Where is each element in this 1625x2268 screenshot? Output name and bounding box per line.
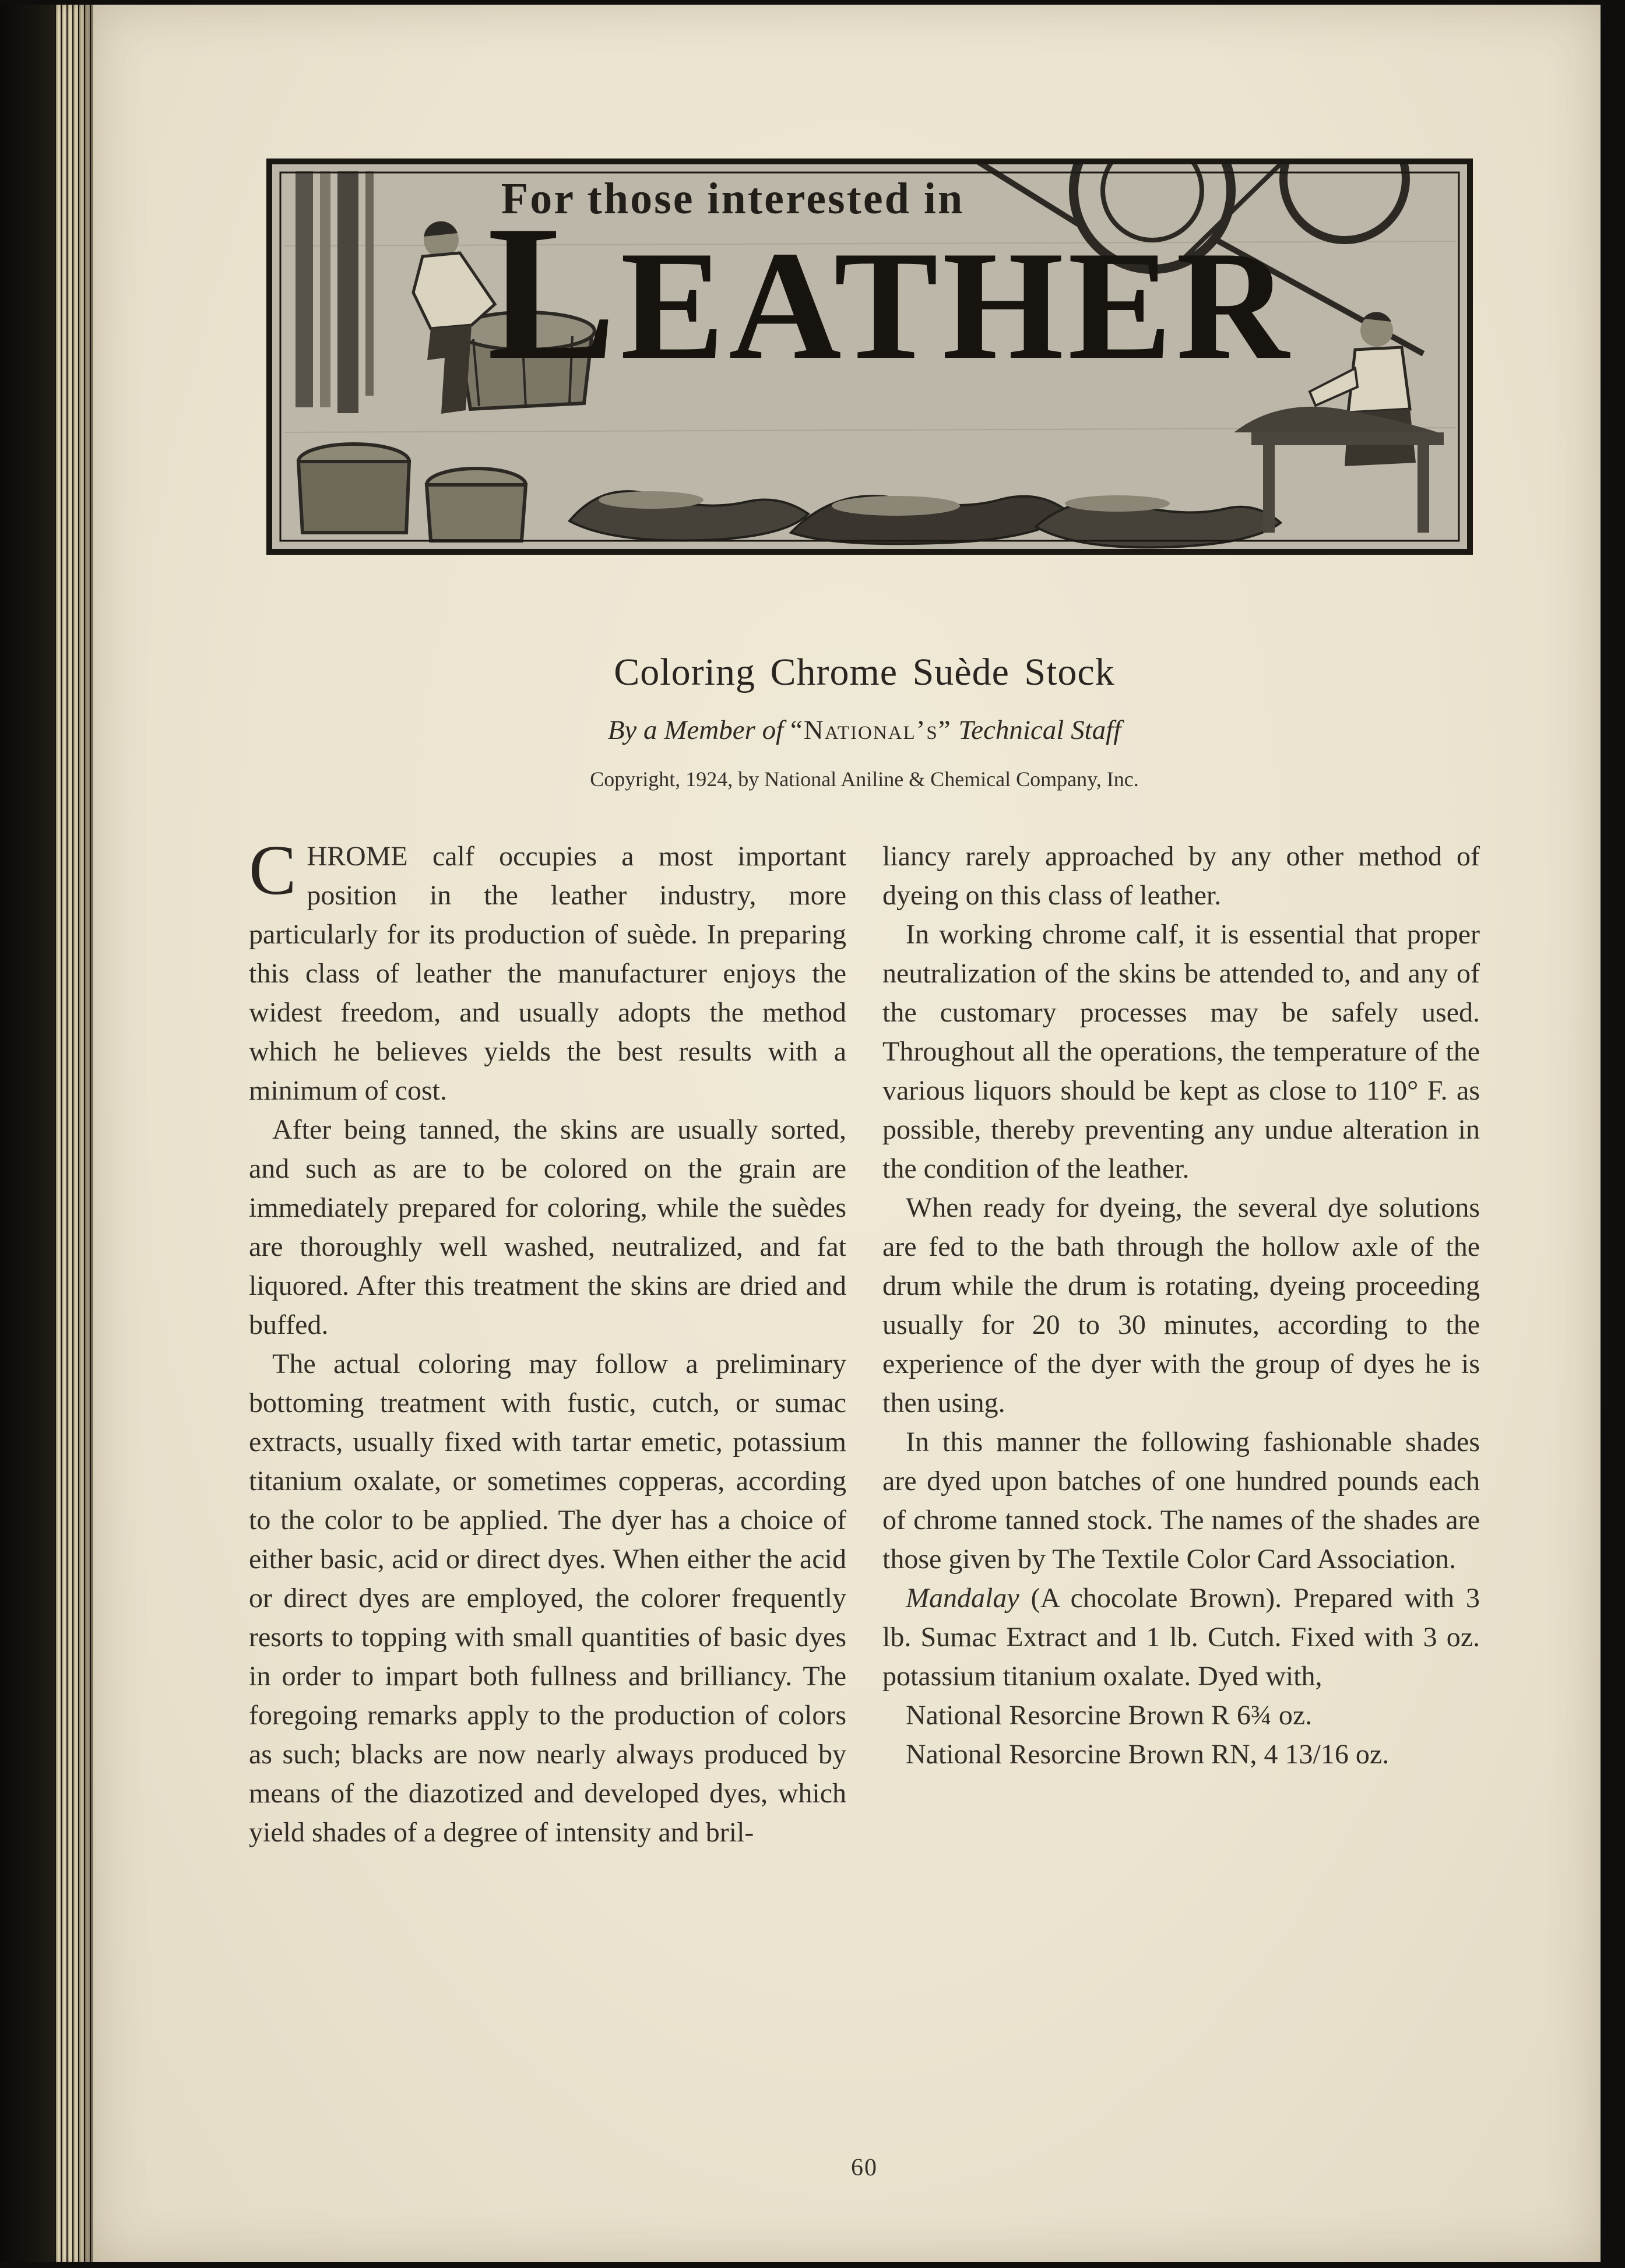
paragraph: In working chrome calf, it is essential that proper neutralization of the skins be attended to, and any of the customary processes may be safely used. Throughout all the operations, the temperature of the various liquors should be kept as close to 110° F. as possible, thereby preventing any undue alteration in the condition of the leather. [882, 919, 1480, 1184]
paragraph: National Resorcine Brown R 6¾ oz. [906, 1700, 1313, 1731]
article-heading [249, 650, 1480, 791]
drop-cap: C [249, 831, 297, 910]
header-banner [266, 159, 1473, 555]
paragraph: National Resorcine Brown RN, 4 13/16 oz. [906, 1739, 1390, 1770]
magazine-page [93, 5, 1601, 2262]
byline-prefix: By a Member of [607, 715, 790, 745]
paragraph: When ready for dyeing, the several dye solutions are fed to the bath through the hollow axle of the drum while the drum is rotating, dyeing proceeding usually for 20 to 30 minutes, according to the experience of the dyer with the group of dyes he is then using. [882, 1192, 1480, 1418]
paragraph: The actual coloring may follow a preliminary bottoming treatment with fustic, cutch, or sumac extracts, usually fixed with tartar emetic, potassium titanium oxalate, or sometimes copperas, according to the color to be applied. The dyer has a choice of either basic, acid or direct dyes. When either the acid or direct dyes are employed, the colorer frequently resorts to topping with small quantities of basic dyes in order to impart both fullness and brilliancy. The foregoing remarks apply to the production of colors as such; blacks are now nearly always produced by means of the diazotized and developed dyes, which yield shades of a degree of intensity and bril- [249, 1348, 846, 1848]
article-title: Coloring Chrome Suède Stock [614, 651, 1115, 693]
byline [249, 714, 1480, 746]
right-column [882, 837, 1480, 1852]
page-stack-edge [55, 0, 93, 2268]
paragraph: In this manner the following fashionable shades are dyed upon batches of one hundred pounds each of chrome tanned stock. The names of the shades are those given by The Textile Color Card Association. [882, 1427, 1480, 1575]
shade-name: Mandalay [906, 1583, 1019, 1614]
page-number: 60 [851, 2154, 878, 2181]
left-column [249, 831, 846, 1852]
article-body [249, 831, 1480, 1852]
paragraph: CHROME calf occupies a most important position in the leather industry, more particularly for its production of suède. In preparing this class of leather the manufacturer enjoys the widest freedom, and usually adopts the method which he believes yields the best results with a minimum of cost. [249, 831, 846, 1106]
paragraph: After being tanned, the skins are usually sorted, and such as are to be colored on the grain are immediately prepared for coloring, while the suèdes are thoroughly well washed, neutralized, and fat liquored. After this treatment the skins are dried and buffed. [249, 1114, 846, 1340]
byline-suffix: Technical Staff [951, 715, 1121, 745]
book-spine [0, 0, 55, 2268]
paragraph: liancy rarely approached by any other method of dyeing on this class of leather. [882, 841, 1480, 911]
byline-organization: “National’s” [790, 715, 952, 745]
copyright-line: Copyright, 1924, by National Aniline & Chemical Company, Inc. [590, 767, 1139, 791]
banner-title: LEATHER [487, 185, 1293, 400]
paragraph: Mandalay (A chocolate Brown). Prepared with 3 lb. Sumac Extract and 1 lb. Cutch. Fixed with 3 oz. potassium titanium oxalate. Dyed with, [882, 1583, 1480, 1692]
book-edge-bottom [0, 2262, 1625, 2268]
book-edge-top [0, 0, 1625, 5]
banner-tagline: For those interested in [501, 174, 965, 223]
book-edge-right [1601, 0, 1625, 2268]
